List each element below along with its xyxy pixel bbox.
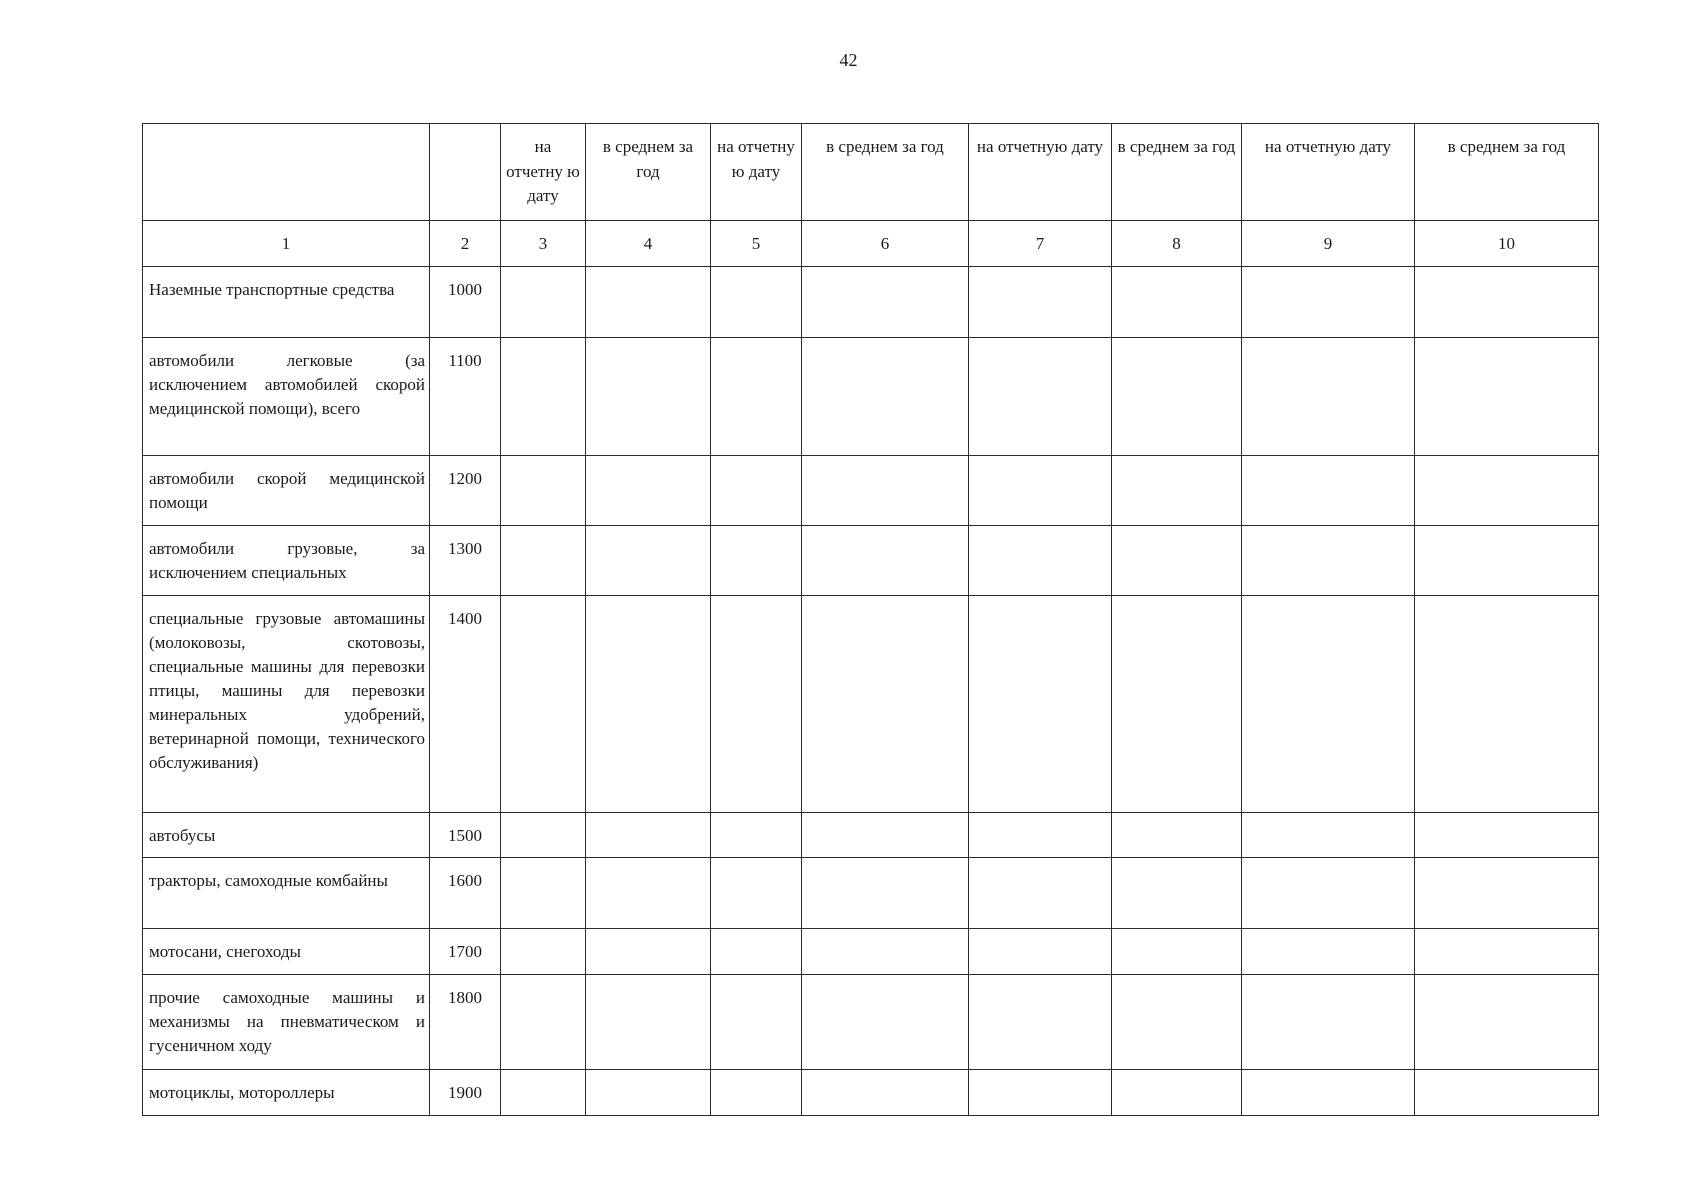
data-cell — [802, 858, 969, 929]
column-number: 5 — [711, 221, 802, 267]
data-cell — [1415, 456, 1599, 526]
data-cell — [1415, 813, 1599, 858]
data-cell — [586, 858, 711, 929]
data-cell — [586, 338, 711, 456]
data-cell — [1112, 338, 1242, 456]
data-cell — [1242, 338, 1415, 456]
data-cell — [1112, 456, 1242, 526]
row-code: 1500 — [430, 813, 501, 858]
column-number: 9 — [1242, 221, 1415, 267]
data-cell — [501, 526, 586, 596]
data-cell — [501, 338, 586, 456]
row-code: 1900 — [430, 1070, 501, 1116]
table-row — [143, 1070, 1599, 1116]
data-cell — [711, 456, 802, 526]
data-cell — [1242, 267, 1415, 338]
data-cell — [711, 267, 802, 338]
data-cell — [711, 338, 802, 456]
column-number: 4 — [586, 221, 711, 267]
row-label: тракторы, самоходные комбайны — [143, 858, 430, 929]
data-cell — [1112, 858, 1242, 929]
data-cell — [802, 456, 969, 526]
data-cell — [969, 456, 1112, 526]
table-row — [143, 596, 1599, 813]
data-cell — [802, 1070, 969, 1116]
data-cell — [501, 1070, 586, 1116]
header-cell: на отчетну ю дату — [711, 124, 802, 221]
header-cell — [430, 124, 501, 221]
row-label: специальные грузовые автомашины (молоковозы, скотовозы, специальные машины для перевозки птицы, машины для перевозки минеральных удобрений, ветеринарной помощи, технического обслуживания) — [143, 596, 430, 813]
row-code: 1100 — [430, 338, 501, 456]
data-cell — [501, 929, 586, 975]
data-cell — [1242, 813, 1415, 858]
row-label: Наземные транспортные средства — [143, 267, 430, 338]
row-label: автомобили легковые (за исключением автомобилей скорой медицинской помощи), всего — [143, 338, 430, 456]
data-cell — [1415, 526, 1599, 596]
data-cell — [1242, 975, 1415, 1070]
row-code: 1000 — [430, 267, 501, 338]
data-cell — [586, 975, 711, 1070]
data-cell — [802, 526, 969, 596]
data-cell — [969, 526, 1112, 596]
data-cell — [1112, 975, 1242, 1070]
header-cell: на отчетную дату — [969, 124, 1112, 221]
table-row — [143, 338, 1599, 456]
table-row — [143, 456, 1599, 526]
data-cell — [586, 813, 711, 858]
data-cell — [969, 813, 1112, 858]
header-cell: в среднем за год — [1112, 124, 1242, 221]
data-cell — [711, 1070, 802, 1116]
row-code: 1400 — [430, 596, 501, 813]
table-row — [143, 975, 1599, 1070]
table-header-row — [143, 124, 1599, 221]
data-cell — [1112, 596, 1242, 813]
table-row — [143, 929, 1599, 975]
data-cell — [501, 858, 586, 929]
data-cell — [1112, 267, 1242, 338]
data-cell — [711, 596, 802, 813]
data-cell — [1415, 267, 1599, 338]
data-cell — [501, 813, 586, 858]
data-cell — [1242, 858, 1415, 929]
data-cell — [1415, 975, 1599, 1070]
row-code: 1800 — [430, 975, 501, 1070]
data-cell — [1415, 858, 1599, 929]
data-cell — [711, 858, 802, 929]
data-cell — [1242, 526, 1415, 596]
row-label: автобусы — [143, 813, 430, 858]
data-cell — [1242, 1070, 1415, 1116]
page-number: 42 — [839, 50, 858, 70]
data-cell — [586, 267, 711, 338]
data-cell — [586, 1070, 711, 1116]
data-cell — [969, 338, 1112, 456]
data-cell — [1242, 929, 1415, 975]
column-number: 2 — [430, 221, 501, 267]
data-cell — [586, 526, 711, 596]
table-row — [143, 858, 1599, 929]
data-cell — [1242, 456, 1415, 526]
data-cell — [1415, 338, 1599, 456]
data-cell — [802, 813, 969, 858]
header-cell — [143, 124, 430, 221]
data-cell — [969, 596, 1112, 813]
data-cell — [802, 338, 969, 456]
data-cell — [586, 456, 711, 526]
data-cell — [711, 526, 802, 596]
row-label: автомобили скорой медицинской помощи — [143, 456, 430, 526]
data-cell — [711, 975, 802, 1070]
row-label: автомобили грузовые, за исключением специальных — [143, 526, 430, 596]
row-code: 1200 — [430, 456, 501, 526]
data-cell — [802, 267, 969, 338]
data-cell — [1415, 596, 1599, 813]
data-table — [142, 123, 1599, 1116]
data-cell — [586, 929, 711, 975]
data-cell — [1112, 1070, 1242, 1116]
data-cell — [802, 596, 969, 813]
data-cell — [501, 975, 586, 1070]
header-cell: на отчетну ю дату — [501, 124, 586, 221]
data-cell — [1415, 929, 1599, 975]
table-row — [143, 813, 1599, 858]
data-cell — [1112, 929, 1242, 975]
column-number: 6 — [802, 221, 969, 267]
data-cell — [501, 596, 586, 813]
column-number: 1 — [143, 221, 430, 267]
data-cell — [802, 975, 969, 1070]
column-number-row — [143, 221, 1599, 267]
data-cell — [501, 456, 586, 526]
data-cell — [802, 929, 969, 975]
table-row — [143, 526, 1599, 596]
data-cell — [969, 858, 1112, 929]
header-cell: на отчетную дату — [1242, 124, 1415, 221]
column-number: 7 — [969, 221, 1112, 267]
row-code: 1300 — [430, 526, 501, 596]
column-number: 10 — [1415, 221, 1599, 267]
column-number: 8 — [1112, 221, 1242, 267]
row-code: 1600 — [430, 858, 501, 929]
column-number: 3 — [501, 221, 586, 267]
row-label: мотосани, снегоходы — [143, 929, 430, 975]
data-cell — [1242, 596, 1415, 813]
header-cell: в среднем за год — [802, 124, 969, 221]
data-cell — [711, 929, 802, 975]
data-cell — [969, 267, 1112, 338]
header-cell: в среднем за год — [586, 124, 711, 221]
data-cell — [1112, 813, 1242, 858]
row-code: 1700 — [430, 929, 501, 975]
row-label: мотоциклы, мотороллеры — [143, 1070, 430, 1116]
data-cell — [501, 267, 586, 338]
data-cell — [1415, 1070, 1599, 1116]
data-cell — [969, 1070, 1112, 1116]
data-cell — [711, 813, 802, 858]
row-label: прочие самоходные машины и механизмы на пневматическом и гусеничном ходу — [143, 975, 430, 1070]
table-row — [143, 267, 1599, 338]
data-cell — [586, 596, 711, 813]
data-cell — [969, 975, 1112, 1070]
data-cell — [969, 929, 1112, 975]
data-cell — [1112, 526, 1242, 596]
header-cell: в среднем за год — [1415, 124, 1599, 221]
